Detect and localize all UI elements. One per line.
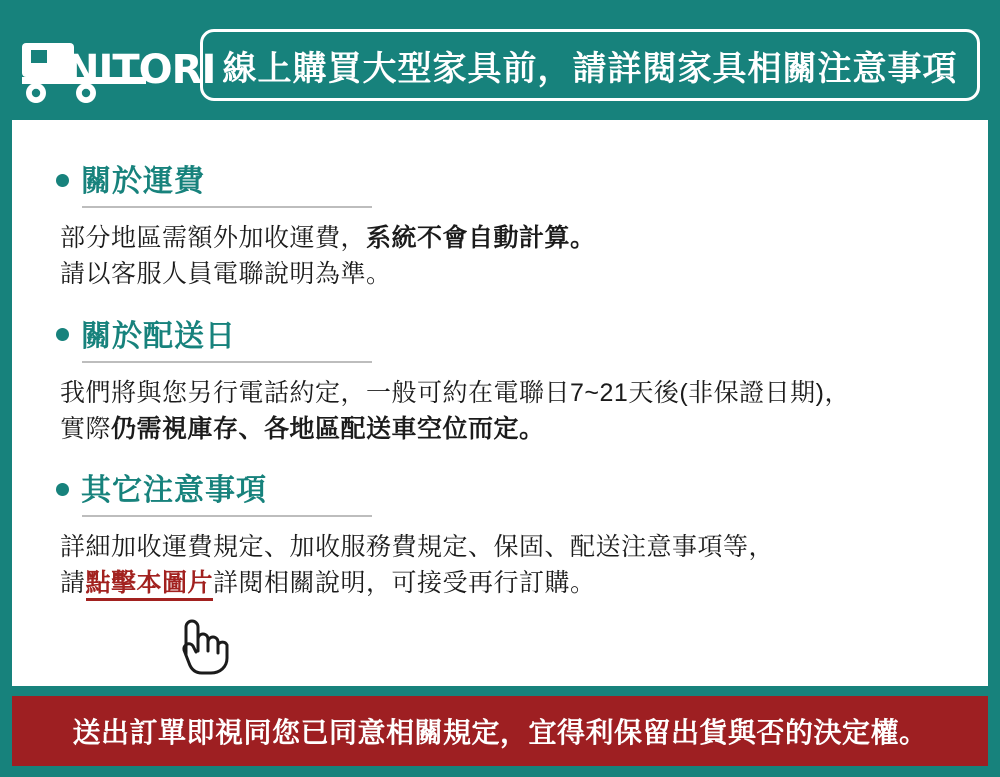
pointer-hand: [164, 611, 234, 680]
banner-header: [10, 10, 990, 120]
bullet-dot-icon: [56, 174, 69, 187]
page-title: 線上購買大型家具前，請詳閱家具相關注意事項: [222, 49, 958, 88]
section-body: [60, 220, 944, 293]
nitori-logo: [18, 19, 216, 111]
section-header: [56, 156, 944, 200]
section-title: 其它注意事項: [81, 474, 267, 507]
notice-card: [12, 120, 988, 686]
section-body: [60, 529, 944, 602]
body-line: 部分地區需額外加收運費，系統不會自動計算。: [60, 224, 596, 252]
image-details-link[interactable]: 點擊本圖片: [86, 569, 214, 601]
section-header: [56, 311, 944, 355]
body-line: 請點擊本圖片詳閱相關說明，可接受再行訂購。: [60, 565, 944, 601]
section-body: [60, 375, 944, 448]
divider: [82, 361, 372, 363]
section-delivery-date: [56, 311, 944, 448]
section-title: 關於運費: [81, 165, 205, 198]
pointing-hand-icon: [164, 611, 234, 675]
bullet-dot-icon: [56, 483, 69, 496]
section-shipping-fee: [56, 156, 944, 293]
body-line: 實際仍需視庫存、各地區配送車空位而定。: [60, 414, 545, 443]
logo-wordmark: NITORI: [66, 47, 216, 93]
section-header: [56, 465, 944, 509]
divider: [82, 206, 372, 208]
header-title-frame: [200, 29, 980, 101]
body-line: 請以客服人員電聯說明為準。: [60, 260, 392, 289]
footer-text: 送出訂單即視同您已同意相關規定，宜得利保留出貨與否的決定權。: [72, 717, 928, 748]
section-title: 關於配送日: [81, 319, 236, 353]
section-other-notes: [56, 465, 944, 602]
body-line: 我們將與您另行電話約定，一般可約在電聯日7~21天後(非保證日期)，: [60, 378, 850, 407]
divider: [82, 515, 372, 517]
footer-bar: [12, 696, 988, 766]
body-line: 詳細加收運費規定、加收服務費規定、保固、配送注意事項等，: [60, 533, 775, 561]
bullet-dot-icon: [56, 328, 69, 341]
